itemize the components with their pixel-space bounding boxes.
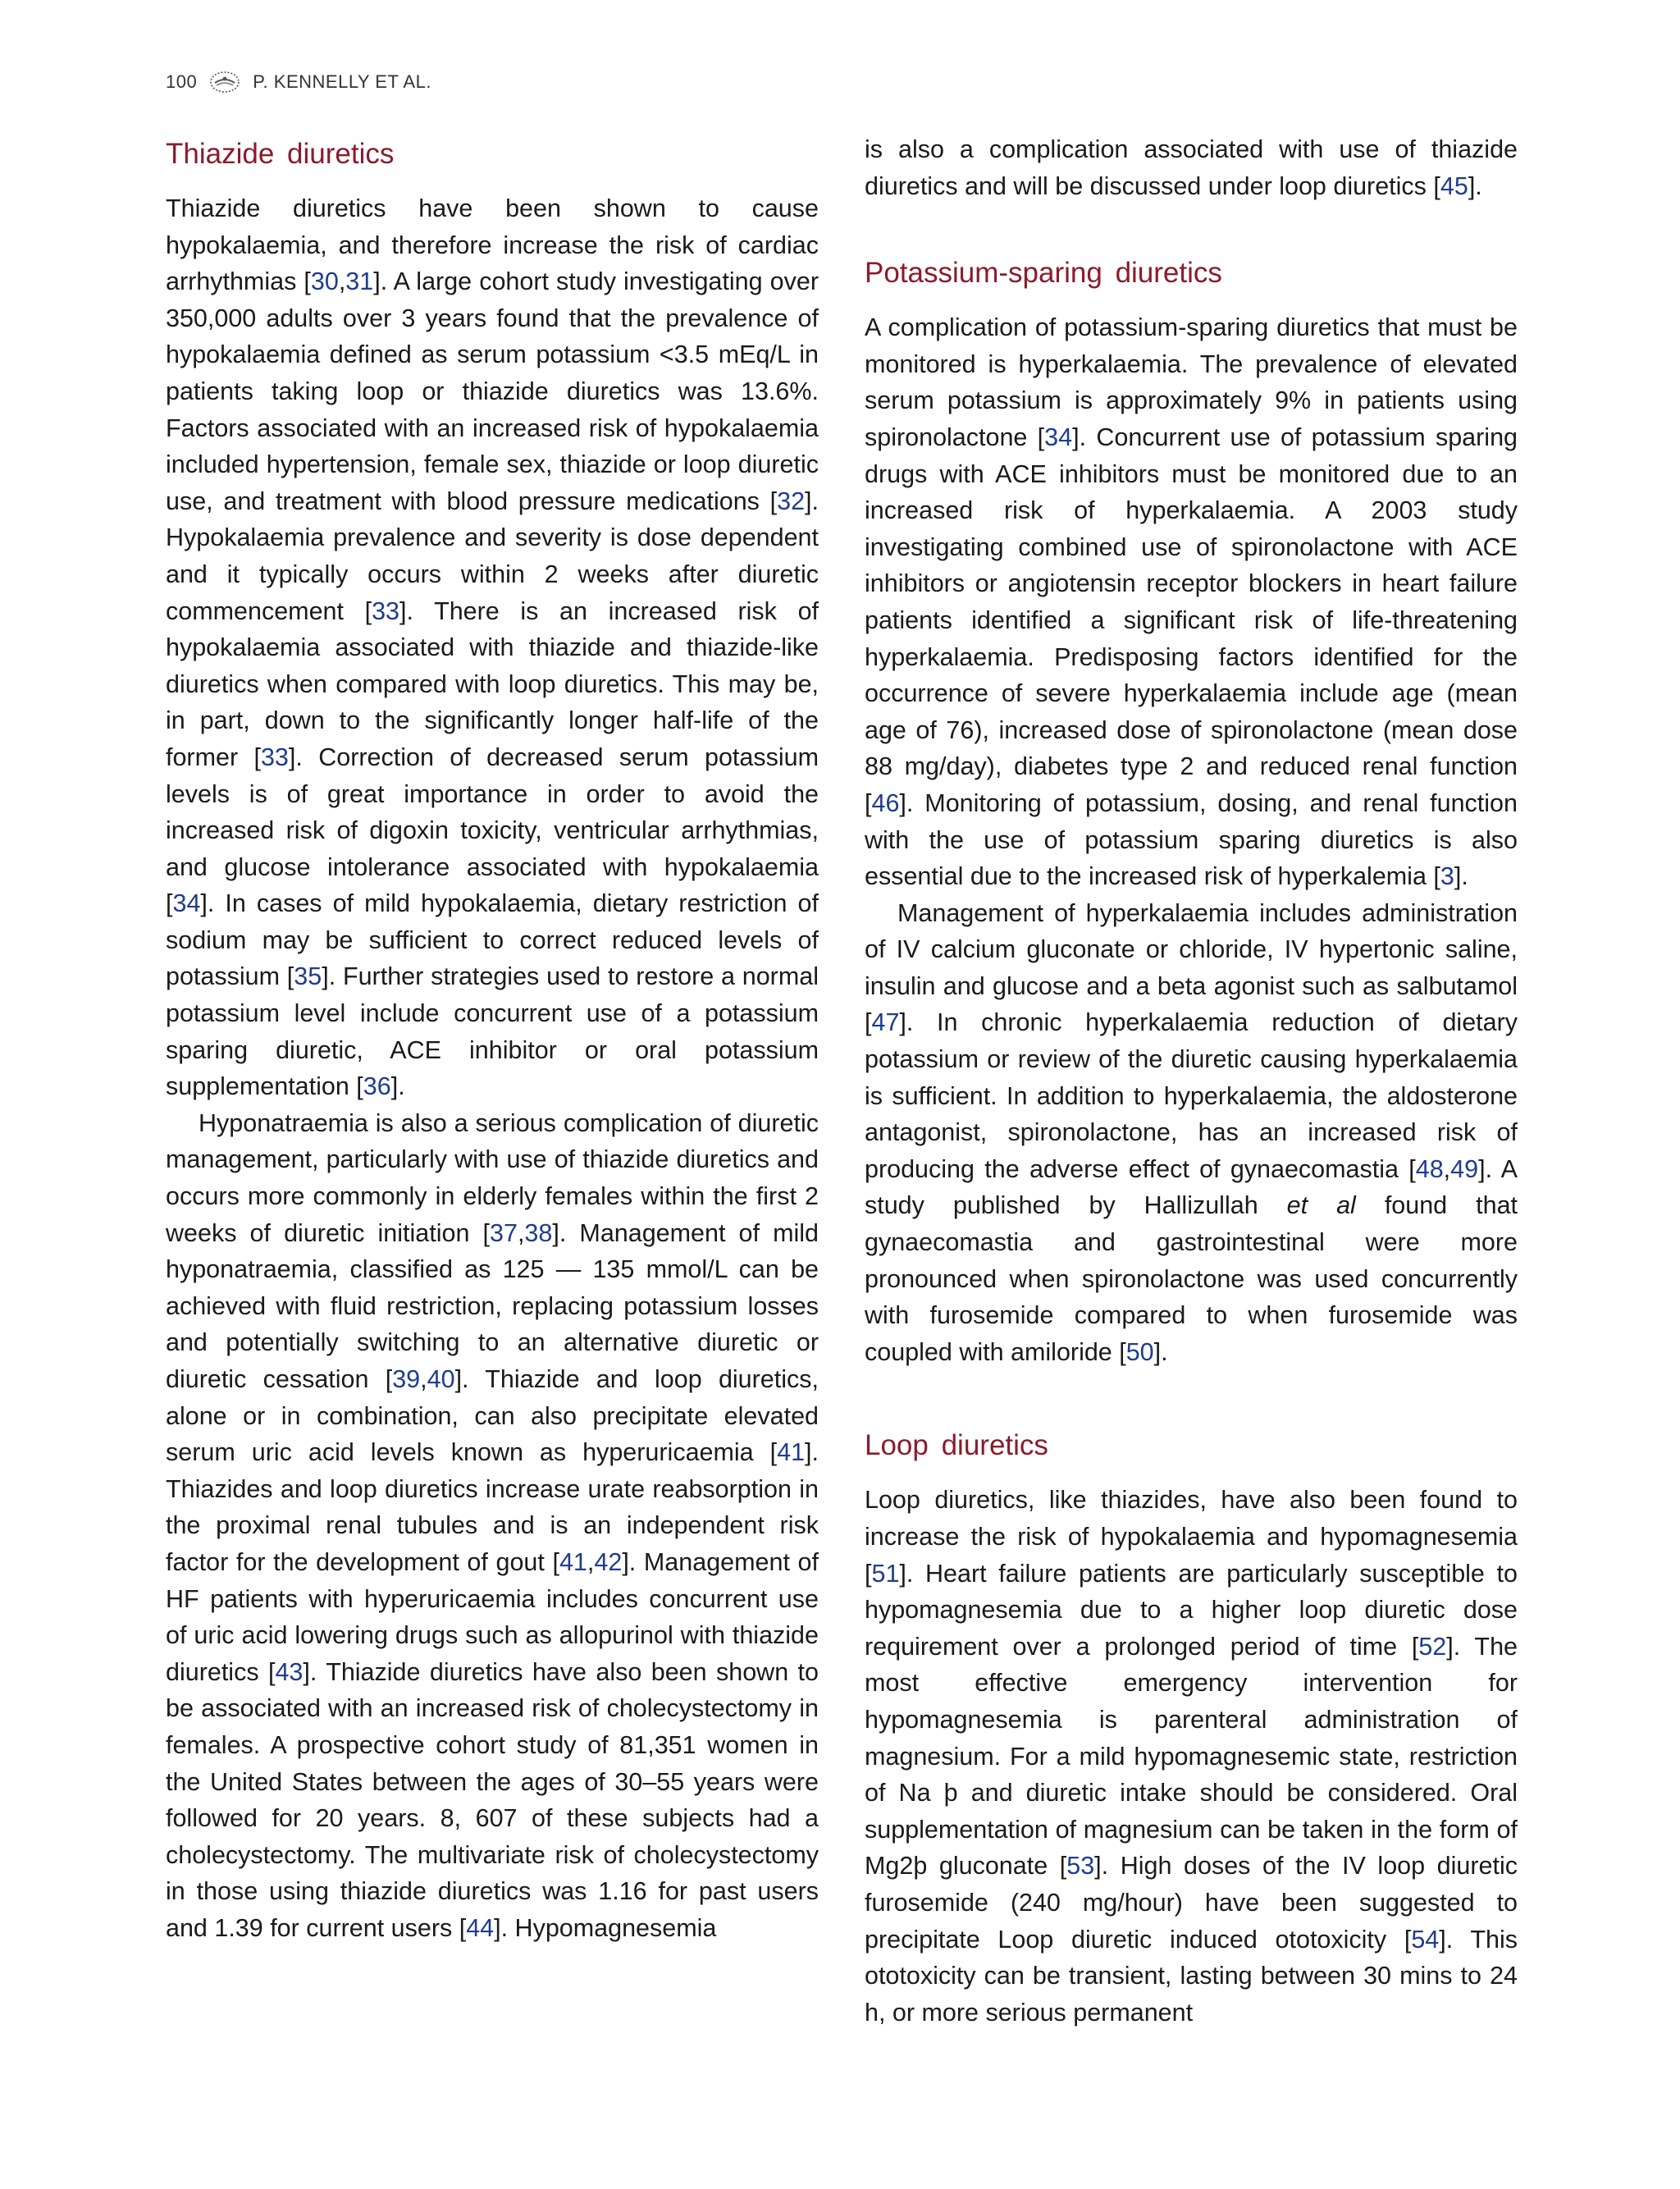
section-heading-potassium-sparing: Potassium-sparing diuretics [865,257,1222,290]
paragraph-continuation: is also a complication associated with use of thiazide diuretics and will be discussed under loop diuretics [45]. [865,135,1518,200]
citation-link[interactable]: 38 [524,1218,553,1247]
citation-link[interactable]: 32 [777,487,806,515]
citation-link[interactable]: 33 [260,743,289,771]
citation-link[interactable]: 51 [871,1559,900,1588]
citation-link[interactable]: 50 [1125,1337,1154,1366]
italic-text: et al [1286,1191,1356,1220]
citation-link[interactable]: 31 [345,267,374,296]
citation-link[interactable]: 39 [392,1365,421,1393]
citation-link[interactable]: 54 [1411,1925,1440,1954]
section-heading-thiazide: Thiazide diuretics [166,138,395,170]
citation-link[interactable]: 53 [1066,1852,1095,1881]
citation-link[interactable]: 49 [1450,1154,1479,1183]
citation-link[interactable]: 42 [594,1547,623,1576]
citation-link[interactable]: 41 [559,1547,587,1576]
section-heading-loop: Loop diuretics [865,1429,1048,1462]
citation-link[interactable]: 30 [310,267,339,296]
running-head [166,69,431,95]
citation-link[interactable]: 47 [871,1008,900,1037]
citation-link[interactable]: 52 [1418,1632,1447,1661]
paragraph-thiazide-1: Thiazide diuretics have been shown to cause hypokalaemia, and therefore increase the risk of cardiac arrhythmias [30,31]. A large cohort study investigating over 350,000 adults over 3 years found that the prevalence of hypokalaemia defined as serum potassium <3.5 mEq/L in patients taking loop or thiazide diuretics was 13.6%. Factors associated with an increased risk of hypokalaemia included hypertension, female sex, thiazide or loop diuretic use, and treatment with blood pressure medications [32]. Hypokalaemia prevalence and severity is dose dependent and it typically occurs within 2 weeks after diuretic commencement [33]. There is an increased risk of hypokalaemia associated with thiazide and thiazide-like diuretics when compared with loop diuretics. This may be, in part, down to the significantly longer half-life of the former [33]. Correction of decreased serum potassium levels is of great importance in order to avoid the increased risk of digoxin toxicity, ventricular arrhythmias, and glucose intolerance associated with hypokalaemia [34]. In cases of mild hypokalaemia, dietary restriction of sodium may be sufficient to correct reduced levels of potassium [35]. Further strategies used to restore a normal potassium level include concurrent use of a potassium sparing diuretic, ACE inhibitor or oral potassium supplementation [36]. [166,194,819,1101]
citation-link[interactable]: 35 [294,962,322,991]
citation-link[interactable]: 46 [871,788,900,817]
paragraph-thiazide-2: Hyponatraemia is also a serious complication of diuretic management, particularly with use of thiazide diuretics and occurs more commonly in elderly females within the first 2 weeks of diuretic initiation [37,38]. Management of mild hyponatraemia, classified as 125 — 135 mmol/L can be achieved with fluid restriction, replacing potassium losses and potentially switching to an alternative diuretic or diuretic cessation [39,40]. Thiazide and loop diuretics, alone or in combination, can also precipitate elevated serum uric acid levels known as hyperuricaemia [41]. Thiazides and loop diuretics increase urate reabsorption in the proximal renal tubules and is an independent risk factor for the development of gout [41,42]. Management of HF patients with hyperuricaemia includes concurrent use of uric acid lowering drugs such as allopurinol with thiazide diuretics [43]. Thiazide diuretics have also been shown to be associated with an increased risk of cholecystectomy in females. A prospective cohort study of 81,351 women in the United States between the ages of 30–55 years were followed for 20 years. 8, 607 of these subjects had a cholecystectomy. The multivariate risk of cholecystectomy in those using thiazide diuretics was 1.16 for past users and 1.39 for current users [44]. Hypomagnesemia [166,1108,819,1942]
citation-link[interactable]: 41 [777,1438,806,1467]
paragraph-potassium-1: A complication of potassium-sparing diuretics that must be monitored is hyperkalaemia. The prevalence of elevated serum potassium is approximately 9% in patients using spironolactone [34]. Concurrent use of potassium sparing drugs with ACE inhibitors must be monitored due to an increased risk of hyperkalaemia. A 2003 study investigating combined use of spironolactone with ACE inhibitors or angiotensin receptor blockers in heart failure patients identified a significant risk of life-threatening hyperkalaemia. Predisposing factors identified for the occurrence of severe hyperkalaemia include age (mean age of 76), increased dose of spironolactone (mean dose 88 mg/day), diabetes type 2 and reduced renal function [46]. Monitoring of potassium, dosing, and renal function with the use of potassium sparing diuretics is also essential due to the increased risk of hyperkalemia [3]. [865,313,1518,891]
citation-link[interactable]: 34 [172,889,201,918]
citation-link[interactable]: 43 [275,1657,304,1686]
paragraph-potassium-2: Management of hyperkalaemia includes administration of IV calcium gluconate or chloride, IV hypertonic saline, insulin and glucose and a beta agonist such as salbutamol [47]. In chronic hyperkalaemia reduction of dietary potassium or review of the diuretic causing hyperkalaemia is sufficient. In addition to hyperkalaemia, the aldosterone antagonist, spironolactone, has an increased risk of producing the adverse effect of gynaecomastia [48,49]. A study published by Hallizullah et al found that gynaecomastia and gastrointestinal were more pronounced when spironolactone was used concurrently with furosemide compared to when furosemide was coupled with amiloride [50]. [865,898,1518,1366]
citation-link[interactable]: 45 [1440,171,1468,200]
citation-link[interactable]: 44 [466,1913,495,1942]
paragraph-loop-1: Loop diuretics, like thiazides, have also been found to increase the risk of hypokalaemia and hypomagnesemia [51]. Heart failure patients are particularly susceptible to hypomagnesemia due to a higher loop diuretic dose requirement over a prolonged period of time [52]. The most effective emergency intervention for hypomagnesemia is parenteral administration of magnesium. For a mild hypomagnesemic state, restriction of Na þ and diuretic intake should be considered. Oral supplementation of magnesium can be taken in the form of Mg2þ gluconate [53]. High doses of the IV loop diuretic furosemide (240 mg/hour) have been suggested to precipitate Loop diuretic induced ototoxicity [54]. This ototoxicity can be transient, lasting between 30 mins to 24 h, or more serious permanent [865,1486,1518,2027]
citation-link[interactable]: 36 [363,1072,391,1101]
right-column [865,131,1518,2031]
citation-link[interactable]: 3 [1440,862,1454,891]
citation-link[interactable]: 48 [1415,1154,1444,1183]
citation-link[interactable]: 34 [1044,423,1073,451]
citation-link[interactable]: 40 [427,1365,455,1393]
left-column [166,131,819,1947]
running-head-authors: P. KENNELLY ET AL. [253,71,431,92]
page-number: 100 [166,71,198,92]
citation-link[interactable]: 37 [490,1218,518,1247]
publisher-logo-icon [208,69,241,95]
citation-link[interactable]: 33 [372,596,400,625]
